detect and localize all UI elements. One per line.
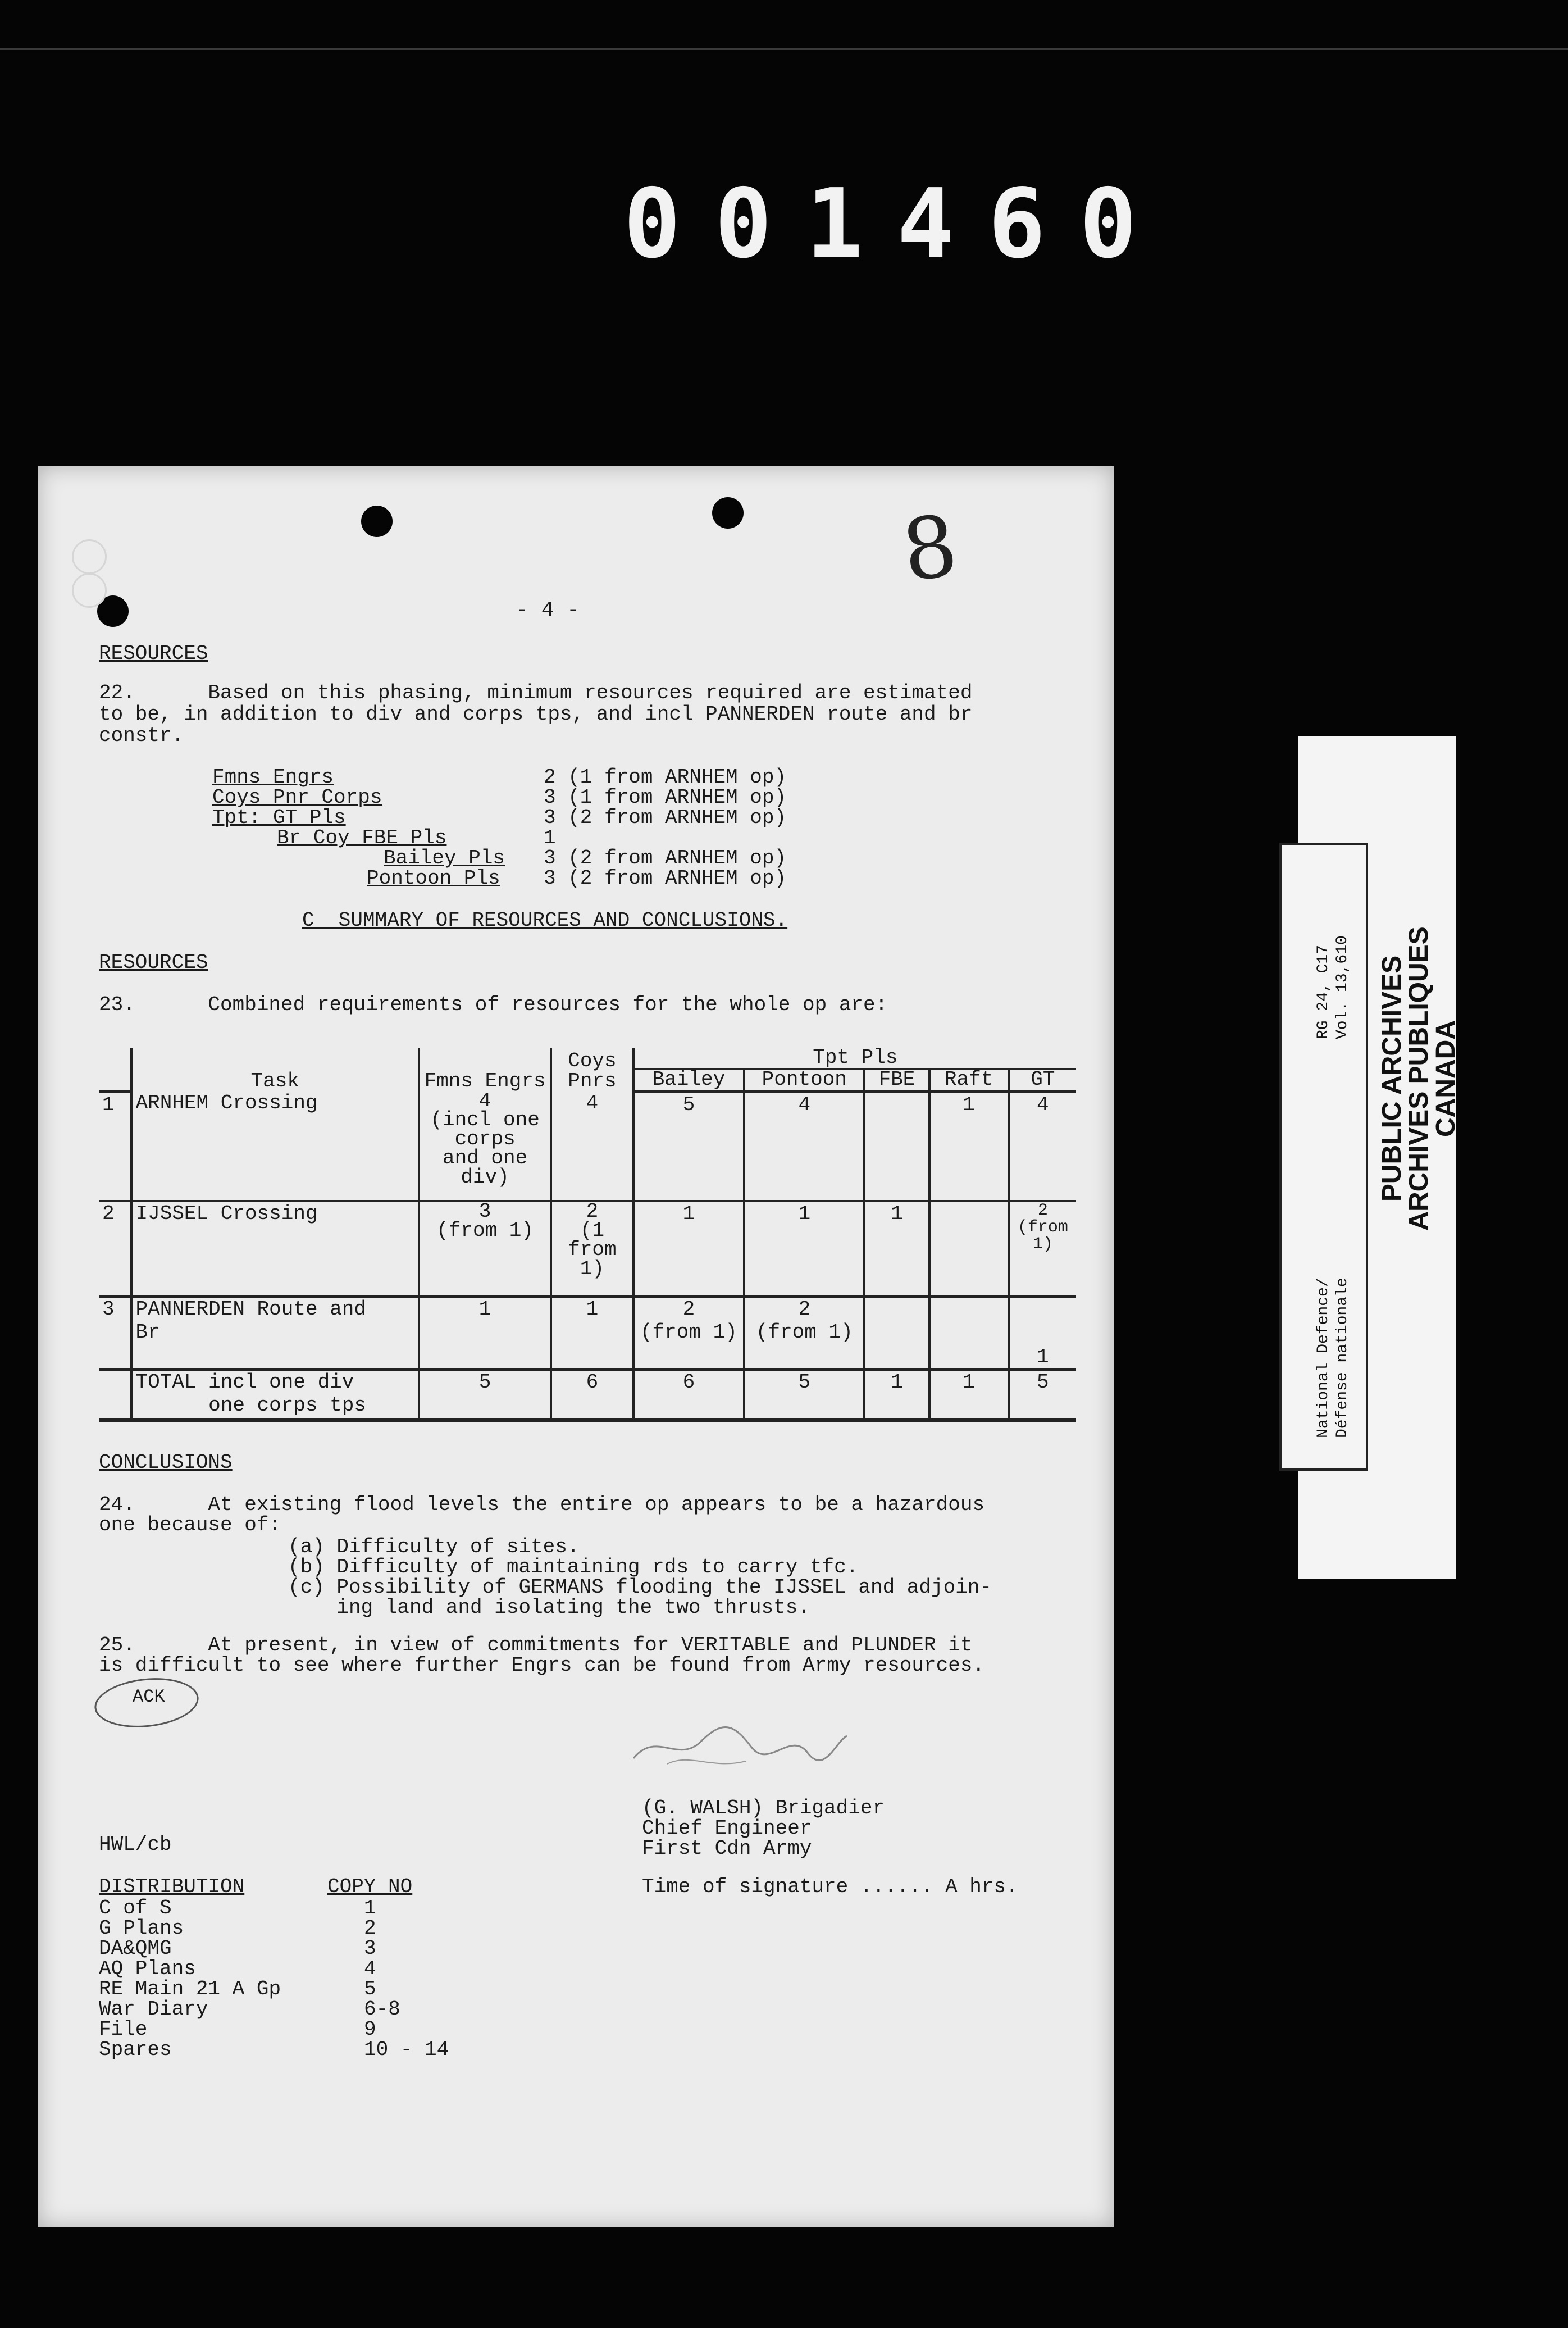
frame-number: 001460 bbox=[623, 169, 1171, 280]
resources-heading: RESOURCES bbox=[99, 642, 208, 665]
distribution-copy: 6-8 bbox=[364, 1998, 400, 2021]
row-fbe: 1 bbox=[864, 1201, 929, 1297]
resource-label: Pontoon Pls bbox=[367, 867, 500, 890]
resource-value: 3 (1 from ARNHEM op) bbox=[544, 786, 787, 809]
para-23: 23. Combined requirements of resources for the whole op are: bbox=[99, 993, 888, 1016]
row-pontoon: 1 bbox=[744, 1201, 864, 1297]
distribution-heading: DISTRIBUTION bbox=[99, 1875, 245, 1898]
resource-label: Coys Pnr Corps bbox=[212, 786, 382, 809]
para-24-item: (c) Possibility of GERMANS flooding the IJSSEL and adjoin- bbox=[288, 1576, 992, 1599]
row-fmns: 4 (incl one corps and one div) bbox=[419, 1092, 551, 1201]
col-header-pontoon: Pontoon bbox=[744, 1069, 864, 1092]
signature-name: (G. WALSH) Brigadier bbox=[642, 1797, 885, 1820]
row-number: 3 bbox=[99, 1297, 131, 1370]
conclusions-heading: CONCLUSIONS bbox=[99, 1451, 233, 1474]
table-row bbox=[99, 1297, 1076, 1370]
distribution-copy: 5 bbox=[364, 1977, 376, 2000]
resource-value: 3 (2 from ARNHEM op) bbox=[544, 847, 787, 870]
para-24-item: (a) Difficulty of sites. bbox=[288, 1535, 580, 1558]
signature-scribble bbox=[622, 1708, 858, 1781]
signature-unit: First Cdn Army bbox=[642, 1837, 812, 1860]
resource-label: Br Coy FBE Pls bbox=[277, 826, 447, 849]
row-coys: 2 (1 from 1) bbox=[551, 1201, 633, 1297]
resource-label: Fmns Engrs bbox=[212, 766, 334, 789]
row-gt: 1 bbox=[1009, 1297, 1076, 1370]
row-task: PANNERDEN Route and Br bbox=[131, 1297, 419, 1370]
row-coys: 4 bbox=[551, 1092, 633, 1201]
row-task: IJSSEL Crossing bbox=[131, 1201, 419, 1297]
signature-title: Chief Engineer bbox=[642, 1817, 812, 1840]
col-header-tpt-pls: Tpt Pls bbox=[633, 1048, 1076, 1069]
reference: HWL/cb bbox=[99, 1833, 172, 1856]
col-header-gt: GT bbox=[1009, 1069, 1076, 1092]
row-coys: 1 bbox=[551, 1297, 633, 1370]
summary-heading: C SUMMARY OF RESOURCES AND CONCLUSIONS. bbox=[302, 909, 788, 932]
row-fbe bbox=[864, 1092, 929, 1201]
distribution-copy: 2 bbox=[364, 1917, 376, 1940]
col-header-raft: Raft bbox=[929, 1069, 1009, 1092]
resource-value: 2 (1 from ARNHEM op) bbox=[544, 766, 787, 789]
archive-reference: RG 24, C17 Vol. 13,610 bbox=[1315, 935, 1351, 1039]
row-gt: 5 bbox=[1009, 1370, 1076, 1420]
resource-value: 1 bbox=[544, 826, 556, 849]
distribution-item: Spares bbox=[99, 2038, 172, 2061]
para-24-line-1: 24. At existing flood levels the entire op appears to be a hazardous bbox=[99, 1493, 985, 1516]
row-pontoon: 4 bbox=[744, 1092, 864, 1201]
distribution-item: C of S bbox=[99, 1897, 172, 1920]
document-page bbox=[38, 466, 1114, 2227]
row-bailey: 2 (from 1) bbox=[633, 1297, 744, 1370]
row-task: ARNHEM Crossing bbox=[131, 1092, 419, 1201]
table-total-row bbox=[99, 1370, 1076, 1420]
row-number: 2 bbox=[99, 1201, 131, 1297]
resources-heading-2: RESOURCES bbox=[99, 951, 208, 974]
distribution-item: G Plans bbox=[99, 1917, 184, 1940]
archive-title: PUBLIC ARCHIVES ARCHIVES PUBLIQUES CANADA bbox=[1377, 926, 1461, 1231]
row-number bbox=[99, 1370, 131, 1420]
row-coys: 6 bbox=[551, 1370, 633, 1420]
distribution-copy: 9 bbox=[364, 2018, 376, 2041]
resource-value: 3 (2 from ARNHEM op) bbox=[544, 867, 787, 890]
row-fmns: 5 bbox=[419, 1370, 551, 1420]
para-24-item: (b) Difficulty of maintaining rds to carry tfc. bbox=[288, 1556, 859, 1579]
handwritten-folio-number: 8 bbox=[896, 497, 964, 601]
row-fmns: 3 (from 1) bbox=[419, 1201, 551, 1297]
distribution-copy: 1 bbox=[364, 1897, 376, 1920]
para-25-line-2: is difficult to see where further Engrs can be found from Army resources. bbox=[99, 1654, 985, 1677]
resource-label: Tpt: GT Pls bbox=[212, 806, 346, 829]
row-bailey: 1 bbox=[633, 1201, 744, 1297]
row-raft bbox=[929, 1201, 1009, 1297]
copy-no-heading: COPY NO bbox=[327, 1875, 413, 1898]
col-header-fbe: FBE bbox=[864, 1069, 929, 1092]
punch-hole bbox=[712, 497, 744, 529]
para-22-line-3: constr. bbox=[99, 724, 184, 747]
table-row bbox=[99, 1092, 1076, 1201]
distribution-copy: 3 bbox=[364, 1937, 376, 1960]
para-22-line-1: 22. Based on this phasing, minimum resources required are estimated bbox=[99, 681, 973, 704]
row-gt: 2 (from 1) bbox=[1009, 1201, 1076, 1297]
ack-note: ACK bbox=[133, 1686, 165, 1707]
para-24-item: ing land and isolating the two thrusts. bbox=[288, 1596, 810, 1619]
row-bailey: 6 bbox=[633, 1370, 744, 1420]
faint-punch-ring bbox=[72, 573, 107, 608]
para-25-line-1: 25. At present, in view of commitments for VERITABLE and PLUNDER it bbox=[99, 1634, 973, 1657]
row-fbe: 1 bbox=[864, 1370, 929, 1420]
distribution-item: AQ Plans bbox=[99, 1957, 196, 1980]
row-gt: 4 bbox=[1009, 1092, 1076, 1201]
row-pontoon: 2 (from 1) bbox=[744, 1297, 864, 1370]
faint-punch-ring bbox=[72, 539, 107, 574]
row-fbe bbox=[864, 1297, 929, 1370]
row-raft: 1 bbox=[929, 1370, 1009, 1420]
row-raft bbox=[929, 1297, 1009, 1370]
para-22-line-2: to be, in addition to div and corps tps, and incl PANNERDEN route and br bbox=[99, 703, 973, 726]
table-row bbox=[99, 1201, 1076, 1297]
col-header-bailey: Bailey bbox=[633, 1069, 744, 1092]
para-24-line-2: one because of: bbox=[99, 1513, 281, 1536]
time-of-signature: Time of signature ...... A hrs. bbox=[642, 1875, 1018, 1898]
row-pontoon: 5 bbox=[744, 1370, 864, 1420]
distribution-copy: 4 bbox=[364, 1957, 376, 1980]
distribution-item: RE Main 21 A Gp bbox=[99, 1977, 281, 2000]
row-task: TOTAL incl one div one corps tps bbox=[131, 1370, 419, 1420]
distribution-item: File bbox=[99, 2018, 148, 2041]
col-header-coys-pnrs: Coys Pnrs bbox=[551, 1048, 633, 1092]
row-raft: 1 bbox=[929, 1092, 1009, 1201]
distribution-copy: 10 - 14 bbox=[364, 2038, 449, 2061]
col-header-fmns-engrs: Fmns Engrs bbox=[419, 1048, 551, 1092]
resource-value: 3 (2 from ARNHEM op) bbox=[544, 806, 787, 829]
punch-hole bbox=[361, 506, 393, 537]
distribution-item: DA&QMG bbox=[99, 1937, 172, 1960]
page-number: - 4 - bbox=[516, 598, 580, 622]
row-number: 1 bbox=[99, 1092, 131, 1201]
col-header-task: Task bbox=[131, 1048, 419, 1092]
archive-department: National Defence/ Défense nationale bbox=[1315, 1277, 1351, 1438]
film-edge-line bbox=[0, 48, 1568, 50]
resources-table bbox=[99, 1048, 1076, 1422]
resource-label: Bailey Pls bbox=[384, 847, 505, 870]
distribution-item: War Diary bbox=[99, 1998, 208, 2021]
row-fmns: 1 bbox=[419, 1297, 551, 1370]
row-bailey: 5 bbox=[633, 1092, 744, 1201]
